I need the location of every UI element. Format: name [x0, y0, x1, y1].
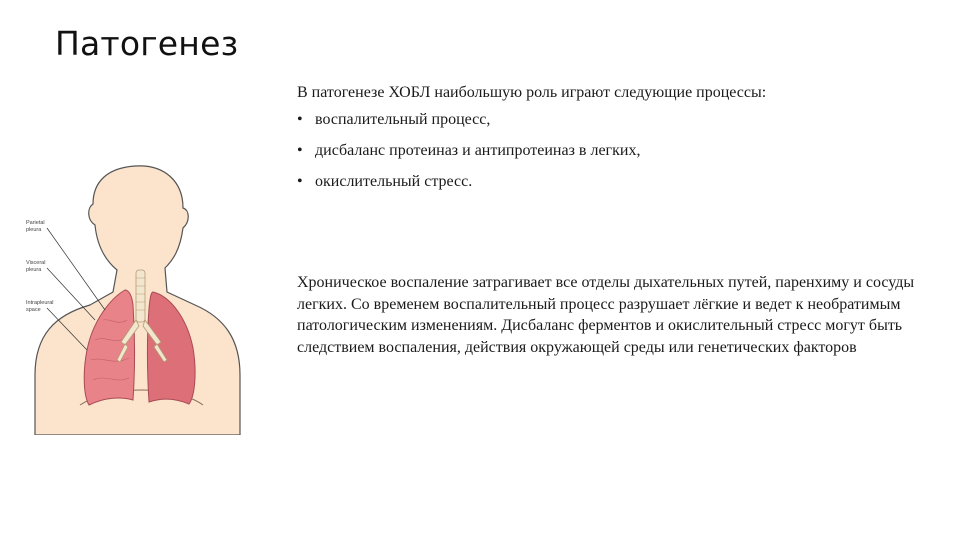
- page-title: Патогенез: [55, 24, 239, 63]
- list-item: • окислительный стресс.: [297, 173, 473, 190]
- process-list: [297, 110, 937, 192]
- label-parietal-pleura-line2: pleura: [26, 227, 42, 233]
- bullet-icon: •: [297, 142, 303, 159]
- label-visceral-pleura-line1: Visceral: [26, 260, 46, 266]
- lung-anatomy-figure: [25, 160, 245, 435]
- label-visceral-pleura-line2: pleura: [26, 267, 42, 273]
- processes-section: [297, 82, 937, 203]
- list-item: • воспалительный процесс,: [297, 111, 491, 128]
- label-parietal-pleura-line1: Parietal: [26, 220, 45, 226]
- description-paragraph: Хроническое воспаление затрагивает все отделы дыхательных путей, паренхиму и сосуды легких. Со временем воспалительный процесс разрушает лёгкие и ведет к необратимым патологическим изменениям. Дисбаланс ферментов и окислительный стресс могут быть следствием воспаления, действия окружающей среды или генетических факторов: [297, 274, 915, 356]
- list-item: • дисбаланс протеиназ и антипротеиназ в легких,: [297, 142, 641, 159]
- label-intrapleural-space-line2: space: [26, 307, 41, 313]
- intro-text: В патогенезе ХОБЛ наибольшую роль играют следующие процессы:: [297, 84, 767, 101]
- bullet-icon: •: [297, 173, 303, 190]
- lung-anatomy-illustration: [25, 160, 245, 435]
- label-intrapleural-space-line1: Intrapleural: [26, 300, 54, 306]
- bullet-icon: •: [297, 111, 303, 128]
